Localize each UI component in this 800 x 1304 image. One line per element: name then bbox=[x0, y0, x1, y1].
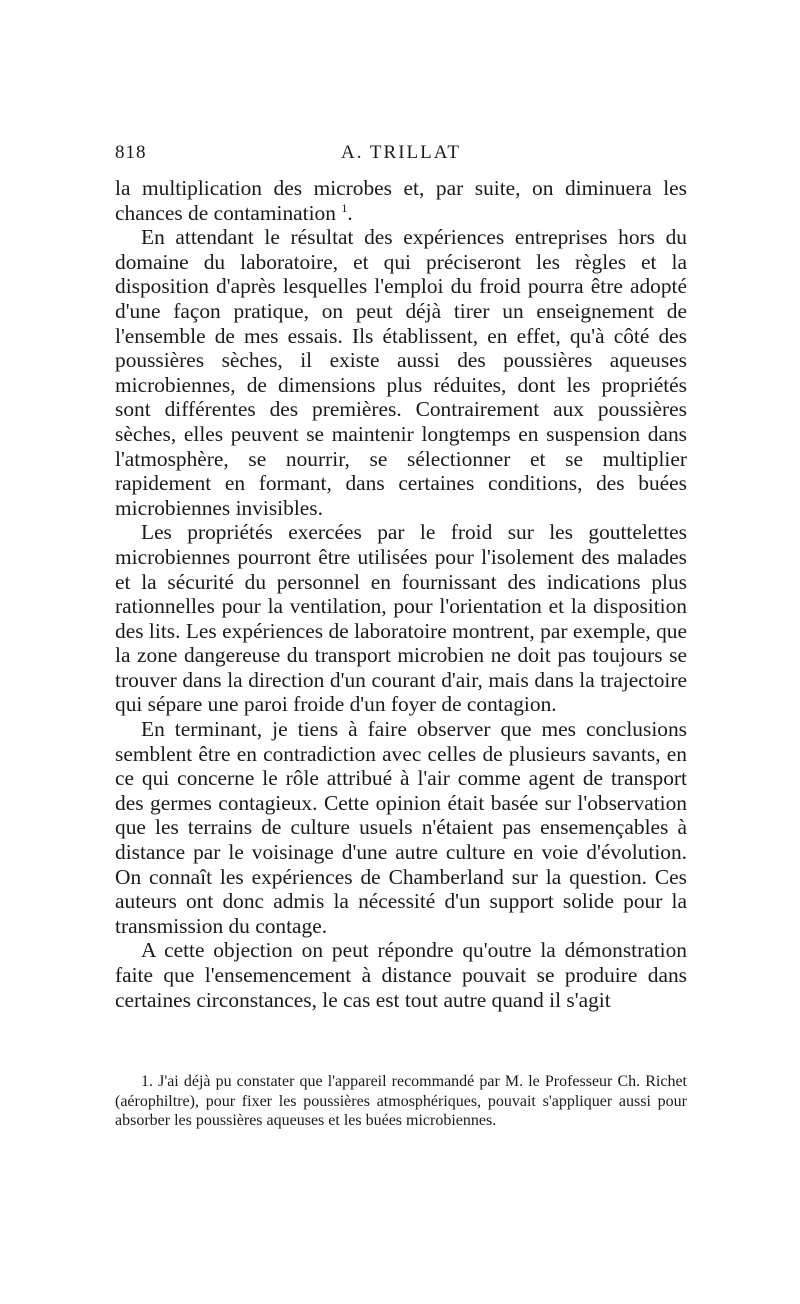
running-head: A. TRILLAT bbox=[341, 142, 461, 163]
paragraph: En attendant le résultat des expériences entreprises hors du domaine du laboratoire, et qui préciseront les règles et la disposition d'après lesquelles l'emploi du froid pourra être adopté d'une façon pratique, on peut déjà tirer un enseignement de l'ensemble de mes essais. Ils établissent, en effet, qu'à côté des poussières sèches, il existe aussi des poussières aqueuses microbiennes, de dimensions plus réduites, dont les propriétés sont différentes des premières. Contrairement aux poussières sèches, elles peuvent se maintenir longtemps en suspension dans l'atmosphère, se nourrir, se sélectionner et se multiplier rapidement en formant, dans certaines conditions, des buées microbiennes invisibles. bbox=[115, 225, 687, 520]
paragraph-punctuation: . bbox=[347, 200, 353, 225]
paragraph-text: la multiplication des microbes et, par suite, on diminuera les chances de contamination bbox=[115, 176, 687, 225]
page-header bbox=[115, 142, 687, 170]
paragraph: A cette objection on peut répondre qu'outre la démonstration faite que l'ensemencement à distance pouvait se produire dans certaines circonstances, le cas est tout autre quand il s'agit bbox=[115, 938, 687, 1012]
body-text bbox=[115, 176, 687, 1012]
paragraph: Les propriétés exercées par le froid sur les gouttelettes microbiennes pourront être utilisées pour l'isolement des malades et la sécurité du personnel en fournissant des indications plus rationnelles pour la ventilation, pour l'orientation et la disposition des lits. Les expériences de laboratoire montrent, par exemple, que la zone dangereuse du transport microbien ne doit pas toujours se trouver dans la direction d'un courant d'air, mais dans la trajectoire qui sépare une paroi froide d'un foyer de contagion. bbox=[115, 520, 687, 717]
footnote-reference[interactable]: 1 bbox=[341, 200, 348, 215]
footnote: 1. J'ai déjà pu constater que l'appareil recommandé par M. le Professeur Ch. Richet (aérophiltre), pour fixer les poussières atmosphériques, pouvait s'appliquer aussi pour absorber les poussières aqueuses et les buées microbiennes. bbox=[115, 1073, 687, 1129]
paragraph: En terminant, je tiens à faire observer que mes conclusions semblent être en contradiction avec celles de plusieurs savants, en ce qui concerne le rôle attribué à l'air comme agent de transport des germes contagieux. Cette opinion était basée sur l'observation que les terrains de culture usuels n'étaient pas ensemençables à distance par le voisinage d'une autre culture en voie d'évolution. On connaît les expériences de Chamberland sur la question. Ces auteurs ont donc admis la nécessité d'un support solide pour la transmission du contage. bbox=[115, 717, 687, 938]
page-number: 818 bbox=[115, 142, 147, 163]
paragraph bbox=[115, 176, 687, 225]
